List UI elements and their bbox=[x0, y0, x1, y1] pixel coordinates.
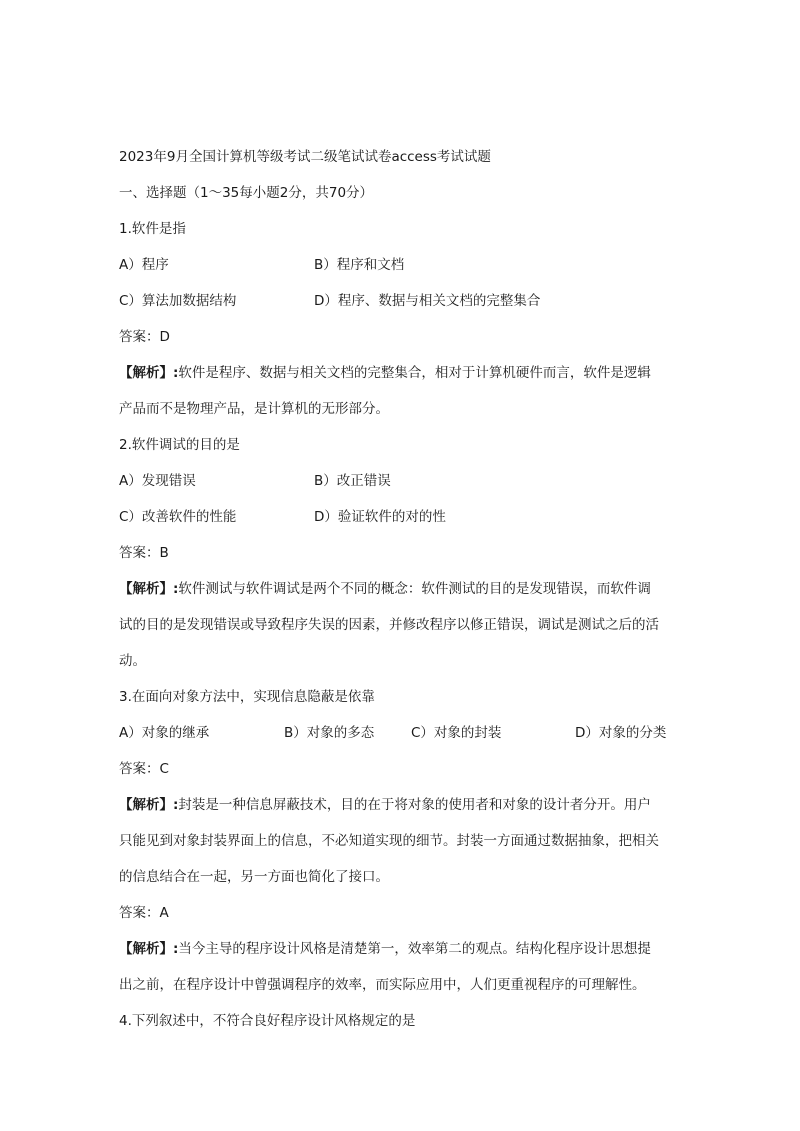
question-3-analysis-line bbox=[119, 796, 651, 814]
question-2-stem: 2.软件调试的目的是 bbox=[119, 437, 240, 453]
question-2-analysis-line: 动。 bbox=[119, 653, 146, 669]
analysis-text: 软件是程序、数据与相关文档的完整集合，相对于计算机硬件而言，软件是逻辑 bbox=[178, 365, 651, 381]
question-2-option-c: C）改善软件的性能 bbox=[119, 509, 237, 525]
question-1-option-a: A）程序 bbox=[119, 257, 169, 273]
section-heading: 一、选择题（1～35每小题2分，共70分） bbox=[119, 185, 374, 201]
analysis-text: 封装是一种信息屏蔽技术，目的在于将对象的使用者和对象的设计者分开。用户 bbox=[178, 797, 651, 813]
analysis-tag: 【解析】: bbox=[119, 365, 179, 381]
question-3-option-d: D）对象的分类 bbox=[575, 725, 667, 741]
analysis-tag: 【解析】: bbox=[119, 581, 179, 597]
question-3-analysis-line: 只能见到对象封装界面上的信息，不必知道实现的细节。封装一方面通过数据抽象，把相关 bbox=[119, 833, 659, 849]
question-2-answer: 答案：B bbox=[119, 545, 169, 561]
question-4-stem: 4.下列叙述中，不符合良好程序设计风格规定的是 bbox=[119, 1013, 416, 1029]
extra-analysis-line bbox=[119, 940, 651, 958]
question-1-analysis-line: 产品而不是物理产品，是计算机的无形部分。 bbox=[119, 401, 389, 417]
question-3-stem: 3.在面向对象方法中，实现信息隐蔽是依靠 bbox=[119, 689, 375, 705]
question-1-stem: 1.软件是指 bbox=[119, 221, 186, 237]
analysis-text: 当今主导的程序设计风格是清楚第一，效率第二的观点。结构化程序设计思想提 bbox=[178, 941, 651, 957]
question-2-option-a: A）发现错误 bbox=[119, 473, 196, 489]
question-2-option-b: B）改正错误 bbox=[314, 473, 391, 489]
analysis-text: 软件测试与软件调试是两个不同的概念：软件测试的目的是发现错误，而软件调 bbox=[178, 581, 651, 597]
doc-title: 2023年9月全国计算机等级考试二级笔试试卷access考试试题 bbox=[119, 149, 491, 165]
question-3-option-a: A）对象的继承 bbox=[119, 725, 210, 741]
question-1-option-c: C）算法加数据结构 bbox=[119, 293, 237, 309]
question-3-analysis-line: 的信息结合在一起，另一方面也简化了接口。 bbox=[119, 869, 389, 885]
extra-answer: 答案：A bbox=[119, 905, 169, 921]
question-3-option-c: C）对象的封装 bbox=[411, 725, 502, 741]
question-2-analysis-line bbox=[119, 580, 651, 598]
question-1-option-b: B）程序和文档 bbox=[314, 257, 405, 273]
question-2-analysis-line: 试的目的是发现错误或导致程序失误的因素，并修改程序以修正错误，调试是测试之后的活 bbox=[119, 617, 659, 633]
extra-analysis-line: 出之前，在程序设计中曾强调程序的效率，而实际应用中，人们更重视程序的可理解性。 bbox=[119, 977, 646, 993]
question-1-answer: 答案：D bbox=[119, 329, 170, 345]
analysis-tag: 【解析】: bbox=[119, 941, 179, 957]
question-1-option-d: D）程序、数据与相关文档的完整集合 bbox=[314, 293, 541, 309]
analysis-tag: 【解析】: bbox=[119, 797, 179, 813]
question-3-answer: 答案：C bbox=[119, 761, 169, 777]
question-1-analysis-line bbox=[119, 364, 651, 382]
question-3-option-b: B）对象的多态 bbox=[284, 725, 375, 741]
question-2-option-d: D）验证软件的对的性 bbox=[314, 509, 446, 525]
